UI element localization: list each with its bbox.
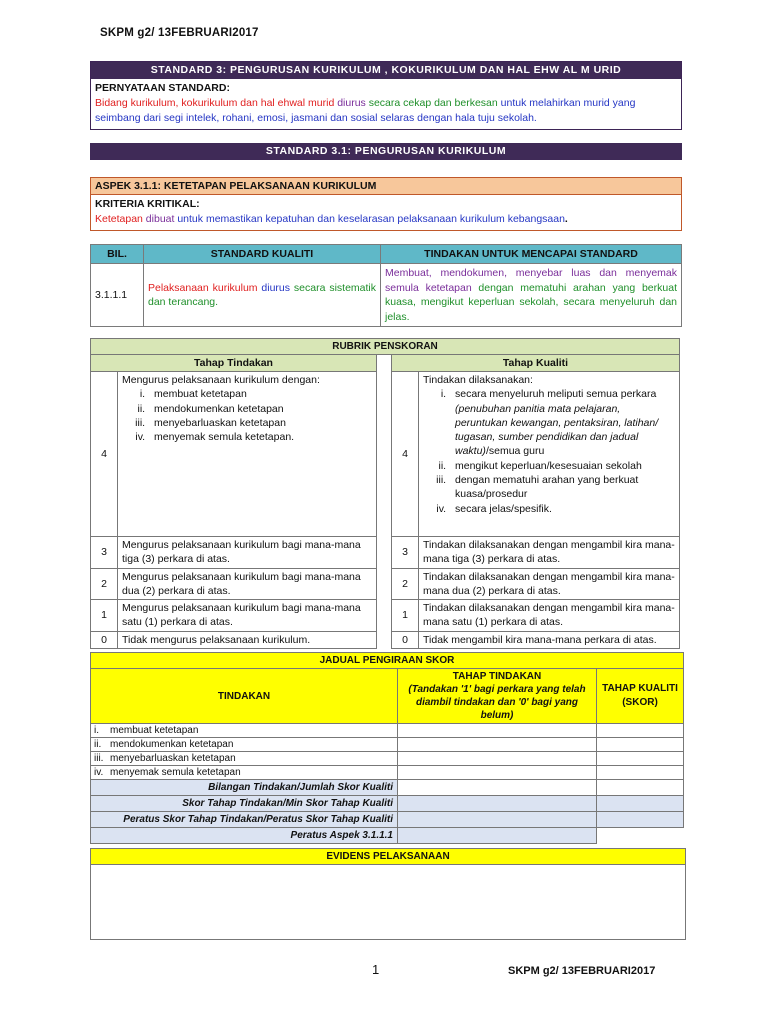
sum-kualiti-cell[interactable] <box>597 812 684 828</box>
tahap-kualiti-cell[interactable] <box>597 766 684 780</box>
score-1-kualiti: 1 <box>392 600 419 632</box>
act-purple: Membuat, mendokumen, menyebar luas dan menyemak semula ketetapan <box>385 267 677 294</box>
sum-tindakan-cell[interactable] <box>398 796 597 812</box>
jadual-col-tahap-tindakan <box>398 669 597 724</box>
statement-manner: secara cekap dan berkesan <box>365 97 498 109</box>
standard-3-statement <box>91 79 681 129</box>
bil-number: 3.1.1.1 <box>91 264 144 327</box>
page-number: 1 <box>372 962 380 977</box>
t4-intro: Mengurus pelaksanaan kurikulum dengan: <box>122 374 320 386</box>
act-green: dengan mematuhi arahan yang berkuat kuasa, mengikut keperluan sekolah, secara menyeluruh dan jelas. <box>385 281 677 323</box>
tahap-tindakan-cell[interactable] <box>398 738 597 752</box>
tindakan-level-2: Mengurus pelaksanaan kurikulum bagi mana-mana dua (2) perkara di atas. <box>118 568 377 600</box>
item-num: ii. <box>94 739 102 750</box>
tahap-kualiti-cell[interactable] <box>597 752 684 766</box>
jadual-item <box>91 752 398 766</box>
tahap-kualiti-header: Tahap Kualiti <box>392 355 680 372</box>
tahap-tindakan-note: (Tandakan '1' bagi perkara yang telah diambil tindakan dan '0' bagi yang belum) <box>408 684 586 721</box>
k4-item-1-tail: /semua guru <box>485 445 545 458</box>
score-0-tindakan: 0 <box>91 631 118 648</box>
header-bil: BIL. <box>91 245 144 264</box>
tahap-tindakan-cell[interactable] <box>398 752 597 766</box>
kualiti-level-3: Tindakan dilaksanakan dengan mengambil kira mana-mana tiga (3) perkara di atas. <box>419 537 680 569</box>
statement-subject: Bidang kurikulum, kokurikulum dan hal ehwal murid <box>95 97 335 109</box>
score-3-kualiti: 3 <box>392 537 419 569</box>
kualiti-level-4 <box>419 372 680 537</box>
sum-row-label: Bilangan Tindakan/Jumlah Skor Kualiti <box>91 780 398 796</box>
aspek-box <box>90 177 682 231</box>
k4-item: iii. dengan mematuhi arahan yang berkuat kuasa/prosedur <box>449 473 675 502</box>
sum-row-label: Peratus Aspek 3.1.1.1 <box>91 828 398 844</box>
kriteria-label: KRITERIA KRITIKAL: <box>95 198 200 210</box>
evidens-title: EVIDENS PELAKSANAAN <box>91 849 685 865</box>
score-2-kualiti: 2 <box>392 568 419 600</box>
tahap-tindakan-label: TAHAP TINDAKAN <box>452 671 542 682</box>
t4-item: iii. menyebarluaskan ketetapan <box>148 416 372 430</box>
rubrik-title: RUBRIK PENSKORAN <box>91 339 680 355</box>
item-text: mendokumenkan ketetapan <box>110 739 234 750</box>
peratus-aspek-cell[interactable] <box>398 828 597 844</box>
k4-list <box>423 387 675 516</box>
score-2-tindakan: 2 <box>91 568 118 600</box>
tindakan-text <box>381 264 682 327</box>
score-3-tindakan: 3 <box>91 537 118 569</box>
item-num: i. <box>94 725 99 736</box>
t4-item: i. membuat ketetapan <box>148 387 372 401</box>
tindakan-level-3: Mengurus pelaksanaan kurikulum bagi mana-mana tiga (3) perkara di atas. <box>118 537 377 569</box>
kriteria-purpose: untuk memastikan kepatuhan dan keselarasan pelaksanaan kurikulum kebangsaan <box>174 213 565 225</box>
standard-3-title: STANDARD 3: PENGURUSAN KURIKULUM , KOKURIKULUM DAN HAL EHW AL M URID <box>91 62 681 79</box>
kualiti-level-1: Tindakan dilaksanakan dengan mengambil kira mana-mana satu (1) perkara di atas. <box>419 600 680 632</box>
t4-item: ii. mendokumenkan ketetapan <box>148 402 372 416</box>
item-text: menyebarluaskan ketetapan <box>110 753 236 764</box>
rubrik-penskoran-table <box>90 338 680 649</box>
kriteria-subject: Ketetapan <box>95 213 143 225</box>
k4-item: ii. mengikut keperluan/kesesuaian sekolah <box>449 459 675 473</box>
tahap-kualiti-cell[interactable] <box>597 724 684 738</box>
footer-reference: SKPM g2/ 13FEBRUARI2017 <box>508 965 656 977</box>
item-text: membuat ketetapan <box>110 725 199 736</box>
kriteria-kritikal <box>91 195 681 230</box>
kualiti-level-2: Tindakan dilaksanakan dengan mengambil kira mana-mana dua (2) perkara di atas. <box>419 568 680 600</box>
jadual-col-tindakan: TINDAKAN <box>91 669 398 724</box>
sum-kualiti-cell[interactable] <box>597 796 684 812</box>
statement-purpose: untuk melahirkan murid yang seimbang dari segi intelek, rohani, emosi, jasmani dan sosial selaras dengan hala tuju sekolah. <box>95 97 636 124</box>
sq-manner: secara sistematik dan terancang. <box>148 281 377 308</box>
tahap-tindakan-cell[interactable] <box>398 766 597 780</box>
score-1-tindakan: 1 <box>91 600 118 632</box>
standard-kualiti-text <box>144 264 381 327</box>
jadual-item <box>91 738 398 752</box>
item-text: menyemak semula ketetapan <box>110 767 241 778</box>
tindakan-level-4 <box>118 372 377 537</box>
evidens-box <box>90 848 686 940</box>
kualiti-level-0: Tidak mengambil kira mana-mana perkara di atas. <box>419 631 680 648</box>
sum-row-label: Skor Tahap Tindakan/Min Skor Tahap Kualiti <box>91 796 398 812</box>
standard-3-box <box>90 61 682 130</box>
jadual-item <box>91 724 398 738</box>
sum-tindakan-cell[interactable] <box>398 780 597 796</box>
tindakan-level-0: Tidak mengurus pelaksanaan kurikulum. <box>118 631 377 648</box>
kriteria-period: . <box>564 213 568 225</box>
sq-subject: Pelaksanaan kurikulum <box>148 281 258 294</box>
k4-intro: Tindakan dilaksanakan: <box>423 374 533 386</box>
tahap-tindakan-cell[interactable] <box>398 724 597 738</box>
item-num: iv. <box>94 767 104 778</box>
k4-item-1-text: secara menyeluruh meliputi semua perkara <box>455 388 657 401</box>
jadual-item <box>91 766 398 780</box>
standard-kualiti-table <box>90 244 682 327</box>
jadual-pengiraan-skor <box>90 652 684 844</box>
sq-verb: diurus <box>257 281 291 294</box>
aspek-title: ASPEK 3.1.1: KETETAPAN PELAKSANAAN KURIKULUM <box>91 178 681 195</box>
score-4-kualiti: 4 <box>392 372 419 537</box>
statement-verb: diurus <box>334 97 366 109</box>
jadual-col-tahap-kualiti: TAHAP KUALITI (SKOR) <box>597 669 684 724</box>
k4-item <box>449 387 675 458</box>
jadual-title: JADUAL PENGIRAAN SKOR <box>91 653 684 669</box>
t4-item: iv. menyemak semula ketetapan. <box>148 430 372 444</box>
evidens-content-area[interactable] <box>91 865 685 939</box>
t4-list <box>122 387 372 444</box>
sum-kualiti-cell[interactable] <box>597 780 684 796</box>
sum-row-label: Peratus Skor Tahap Tindakan/Peratus Skor Tahap Kualiti <box>91 812 398 828</box>
score-0-kualiti: 0 <box>392 631 419 648</box>
header-standard-kualiti: STANDARD KUALITI <box>144 245 381 264</box>
item-num: iii. <box>94 753 104 764</box>
tahap-tindakan-header: Tahap Tindakan <box>91 355 377 372</box>
header-tindakan: TINDAKAN UNTUK MENCAPAI STANDARD <box>381 245 682 264</box>
score-4-tindakan: 4 <box>91 372 118 537</box>
tindakan-level-1: Mengurus pelaksanaan kurikulum bagi mana-mana satu (1) perkara di atas. <box>118 600 377 632</box>
standard-3-1-title: STANDARD 3.1: PENGURUSAN KURIKULUM <box>90 143 682 160</box>
k4-item-1-detail: (penubuhan panitia mata pelajaran, peruntukan kewangan, pentaksiran, latihan/ tugasan, sumber pendidikan dan jadual waktu) <box>455 402 659 458</box>
sum-tindakan-cell[interactable] <box>398 812 597 828</box>
document-reference: SKPM g2/ 13FEBRUARI2017 <box>100 27 259 39</box>
kriteria-verb: dibuat <box>142 213 175 225</box>
tahap-kualiti-cell[interactable] <box>597 738 684 752</box>
pernyataan-label: PERNYATAAN STANDARD: <box>95 82 230 94</box>
k4-item: iv. secara jelas/spesifik. <box>449 502 675 516</box>
